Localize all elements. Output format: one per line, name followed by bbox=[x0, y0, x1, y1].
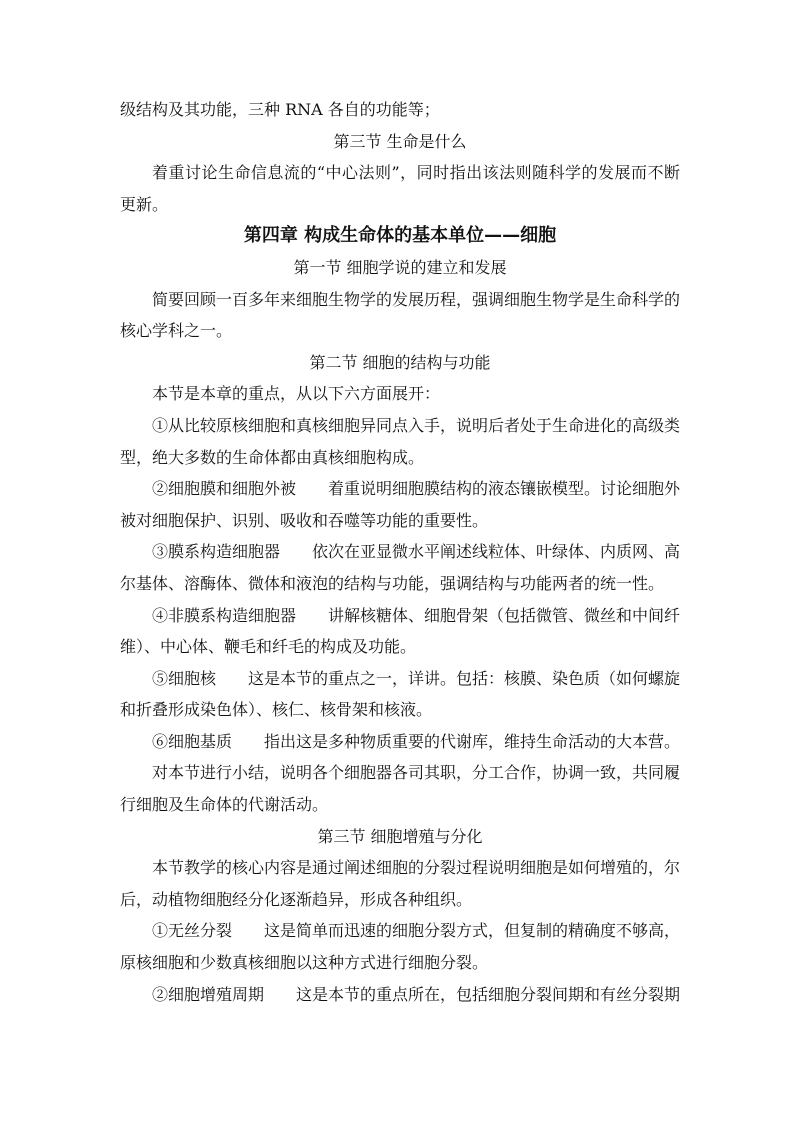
paragraph-first-line: 着重讨论生命信息流的“中心法则”，同时指出该法则随科学的发展而不断 bbox=[152, 163, 680, 183]
section-heading: 第三节 生命是什么 bbox=[333, 131, 467, 151]
body-text-line: 行细胞及生命体的代谢活动。 bbox=[120, 795, 329, 815]
paragraph-first-line: ⑤细胞核 这是本节的重点之一，详讲。包括：核膜、染色质（如何螺旋 bbox=[152, 668, 680, 688]
body-text-line: 后，动植物细胞经分化逐渐趋异，形成各种组织。 bbox=[120, 889, 473, 909]
paragraph-first-line: ③膜系构造细胞器 依次在亚显微水平阐述线粒体、叶绿体、内质网、高 bbox=[152, 542, 680, 562]
body-text-line: 核心学科之一。 bbox=[120, 321, 233, 341]
paragraph-first-line: ①无丝分裂 这是简单而迅速的细胞分裂方式，但复制的精确度不够高， bbox=[152, 921, 680, 941]
section-heading: 第一节 细胞学说的建立和发展 bbox=[293, 257, 507, 277]
paragraph-first-line: 对本节进行小结，说明各个细胞器各司其职，分工合作，协调一致，共同履 bbox=[152, 763, 680, 783]
body-text-line: 型，绝大多数的生命体都由真核细胞构成。 bbox=[120, 447, 425, 467]
paragraph-first-line: 简要回顾一百多年来细胞生物学的发展历程，强调细胞生物学是生命科学的 bbox=[152, 289, 680, 309]
paragraph-first-line: ⑥细胞基质 指出这是多种物质重要的代谢库，维持生命活动的大本营。 bbox=[152, 731, 680, 751]
body-text-line: 尔基体、溶酶体、微体和液泡的结构与功能，强调结构与功能两者的统一性。 bbox=[120, 573, 665, 593]
paragraph-first-line: ②细胞增殖周期 这是本节的重点所在，包括细胞分裂间期和有丝分裂期 bbox=[152, 984, 680, 1004]
body-text-line: 原核细胞和少数真核细胞以这种方式进行细胞分裂。 bbox=[120, 953, 489, 973]
body-text-line: 级结构及其功能，三种 RNA 各自的功能等； bbox=[120, 100, 440, 119]
paragraph-line: 本节是本章的重点，从以下六方面展开： bbox=[152, 384, 441, 404]
section-heading: 第三节 细胞增殖与分化 bbox=[317, 826, 483, 846]
body-text-line: 维）、中心体、鞭毛和纤毛的构成及功能。 bbox=[120, 637, 417, 657]
paragraph-first-line: 本节教学的核心内容是通过阐述细胞的分裂过程说明细胞是如何增殖的，尔 bbox=[152, 858, 680, 878]
section-heading: 第二节 细胞的结构与功能 bbox=[309, 352, 491, 372]
document-body bbox=[120, 94, 680, 1010]
paragraph-first-line: ①从比较原核细胞和真核细胞异同点入手，说明后者处于生命进化的高级类 bbox=[152, 415, 680, 435]
paragraph-first-line: ②细胞膜和细胞外被 着重说明细胞膜结构的液态镶嵌模型。讨论细胞外 bbox=[152, 479, 680, 499]
body-text-line: 更新。 bbox=[120, 194, 169, 214]
chapter-heading: 第四章 构成生命体的基本单位——细胞 bbox=[243, 225, 557, 247]
paragraph-first-line: ④非膜系构造细胞器 讲解核糖体、细胞骨架（包括微管、微丝和中间纤 bbox=[152, 605, 680, 625]
body-text-line: 被对细胞保护、识别、吸收和吞噬等功能的重要性。 bbox=[120, 510, 489, 530]
body-text-line: 和折叠形成染色体）、核仁、核骨架和核液。 bbox=[120, 700, 433, 720]
